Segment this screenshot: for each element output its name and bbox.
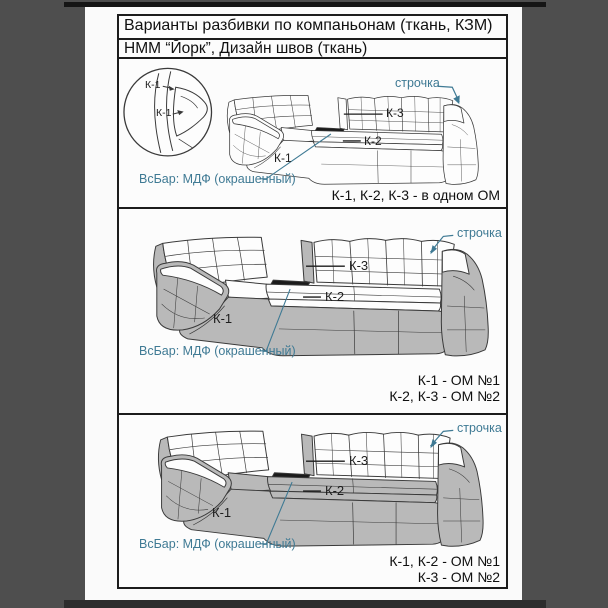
sofa-drawing [158,431,483,546]
document-page [85,7,522,600]
bar-annotation: ВсБар: МДФ (окрашенный) [139,172,296,186]
section-label-k3: К-3 [349,258,369,273]
page-title-row-1: Варианты разбивки по компаньонам (ткань, КЗМ) [119,16,506,40]
stitch-annotation: строчка [457,226,502,240]
caption-line: К-1 - ОМ №1 [417,372,500,388]
variant-1-caption: К-1, К-2, К-3 - в одном ОМ [331,187,500,203]
section-label-k2: К-2 [325,483,345,498]
section-label-k3: К-3 [349,453,369,468]
variant-2-caption [389,372,500,404]
scan-bottom-edge [64,600,546,608]
inset-label-k1-top: К-1 [145,79,161,91]
variant-3-panel [119,415,506,588]
section-label-k2: К-2 [325,289,345,304]
stitch-annotation: строчка [395,76,440,90]
section-label-k2: К-2 [364,134,382,148]
caption-line: К-3 - ОМ №2 [417,569,500,585]
bar-annotation: ВсБар: МДФ (окрашенный) [139,344,296,358]
caption-line: К-2, К-3 - ОМ №2 [389,388,500,404]
stitch-annotation: строчка [457,421,502,435]
section-label-k1: К-1 [213,311,233,326]
section-label-k3: К-3 [386,106,404,120]
bar-annotation: ВсБар: МДФ (окрашенный) [139,537,296,551]
section-label-k1: К-1 [274,151,292,165]
variant-3-caption [389,553,500,585]
caption-line: К-1, К-2 - ОМ №1 [389,553,500,569]
variant-2-panel [119,209,506,415]
sofa-drawing [227,95,478,184]
variant-1-panel [119,59,506,209]
page-title-row-2: НММ “Йорк”, Дизайн швов (ткань) [119,40,506,59]
content-frame [117,14,508,589]
inset-label-k1-bottom: К-1 [156,107,172,119]
section-label-k1: К-1 [212,505,232,520]
